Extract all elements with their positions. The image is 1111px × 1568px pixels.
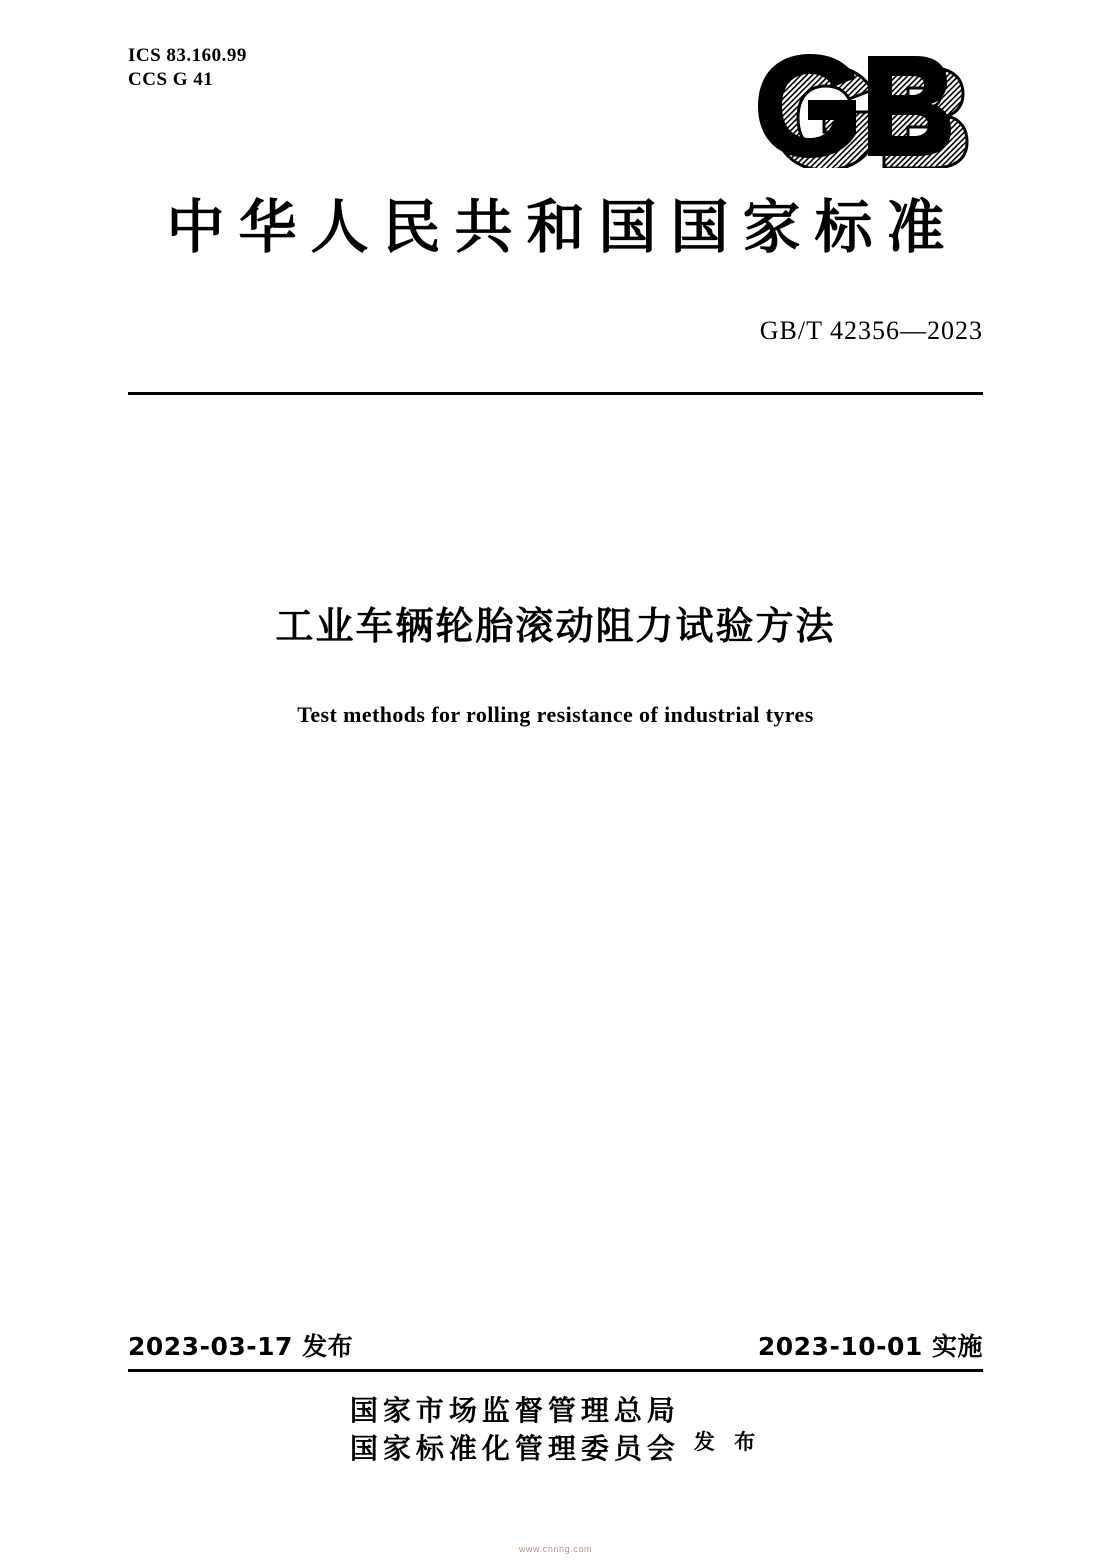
- publisher-line-1: 国家市场监督管理总局: [349, 1394, 680, 1427]
- divider-bottom: [128, 1369, 983, 1372]
- publisher-names: [350, 1392, 680, 1468]
- issue-date: 2023-03-17 发布: [128, 1332, 354, 1361]
- document-title-chinese: 工业车辆轮胎滚动阻力试验方法: [275, 604, 836, 648]
- publisher-verb: 发 布: [693, 1430, 762, 1454]
- classification-codes: [128, 44, 247, 92]
- publisher-block: [0, 1392, 1111, 1468]
- publisher-line-2: 国家标准化管理委员会: [349, 1432, 680, 1465]
- ics-code: ICS 83.160.99: [128, 45, 247, 66]
- footer-watermark: www.cnnhg.com: [518, 1544, 593, 1554]
- date-row: [128, 1327, 983, 1363]
- document-title-english: Test methods for rolling resistance of industrial tyres: [297, 702, 814, 727]
- ccs-code: CCS G 41: [128, 69, 214, 90]
- standard-number: GB/T 42356—2023: [759, 316, 983, 345]
- authority-title: 中华人民共和国国家标准: [166, 193, 959, 261]
- effective-date: 2023-10-01 实施: [757, 1332, 983, 1361]
- divider-top: [128, 392, 983, 395]
- gb-logo-icon: [748, 48, 983, 168]
